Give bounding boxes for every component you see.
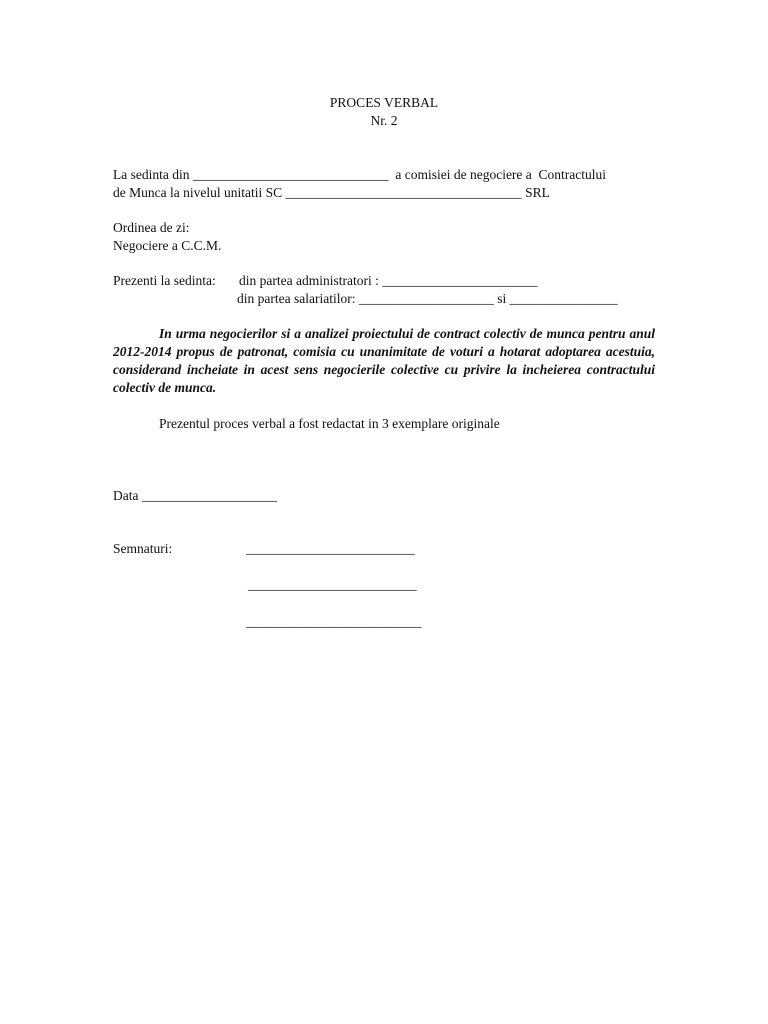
present-employees-line [237, 290, 618, 308]
signatures-label: Semnaturi: [113, 541, 173, 556]
intro-line-2 [113, 184, 550, 202]
signature-blank-3: __________________________ [246, 614, 422, 629]
present-label: Prezenti la sedinta: [113, 273, 216, 288]
meeting-date-blank: _____________________________ [192, 167, 389, 182]
present-employees-and: si [493, 291, 510, 306]
agenda-item: Negociere a C.C.M. [113, 238, 222, 253]
date-line [113, 487, 277, 505]
document-number: Nr. 2 [370, 113, 398, 128]
date-label: Data [113, 488, 142, 503]
signature-blank-1: _________________________ [246, 541, 415, 556]
decision-paragraph-text: In urma negocierilor si a analizei proiectului de contract colectiv de munca pentru anul 2012-2014 propus de patronat, comisia cu unanimitate de voturi a hotarat adoptarea acestuia, considerand incheiate in acest sens negocierile colective cu privire la incheierea contractului colectiv de munca. [113, 326, 655, 395]
present-employees-label: din partea salariatilor: [237, 291, 359, 306]
copies-note: Prezentul proces verbal a fost redactat in 3 exemplare originale [159, 416, 500, 431]
present-admin-blank: _______________________ [382, 273, 538, 288]
present-admin-line [239, 272, 537, 290]
signature-blank-2: _________________________ [248, 577, 417, 592]
intro-line-1 [113, 166, 606, 184]
decision-paragraph [113, 325, 655, 397]
intro-line-2-end: SRL [521, 185, 550, 200]
intro-line-1-end: a comisiei de negociere a Contractului [388, 167, 607, 182]
company-name-blank: ___________________________________ [285, 185, 522, 200]
agenda-label: Ordinea de zi: [113, 220, 190, 235]
intro-line-2-start: de Munca la nivelul unitatii SC [113, 185, 286, 200]
document-title: PROCES VERBAL [329, 95, 439, 110]
present-employees-blank-1: ____________________ [358, 291, 494, 306]
date-blank: ____________________ [141, 488, 277, 503]
present-admin-label: din partea administratori : [239, 273, 383, 288]
intro-line-1-start: La sedinta din [113, 167, 193, 182]
present-employees-blank-2: ________________ [509, 291, 618, 306]
